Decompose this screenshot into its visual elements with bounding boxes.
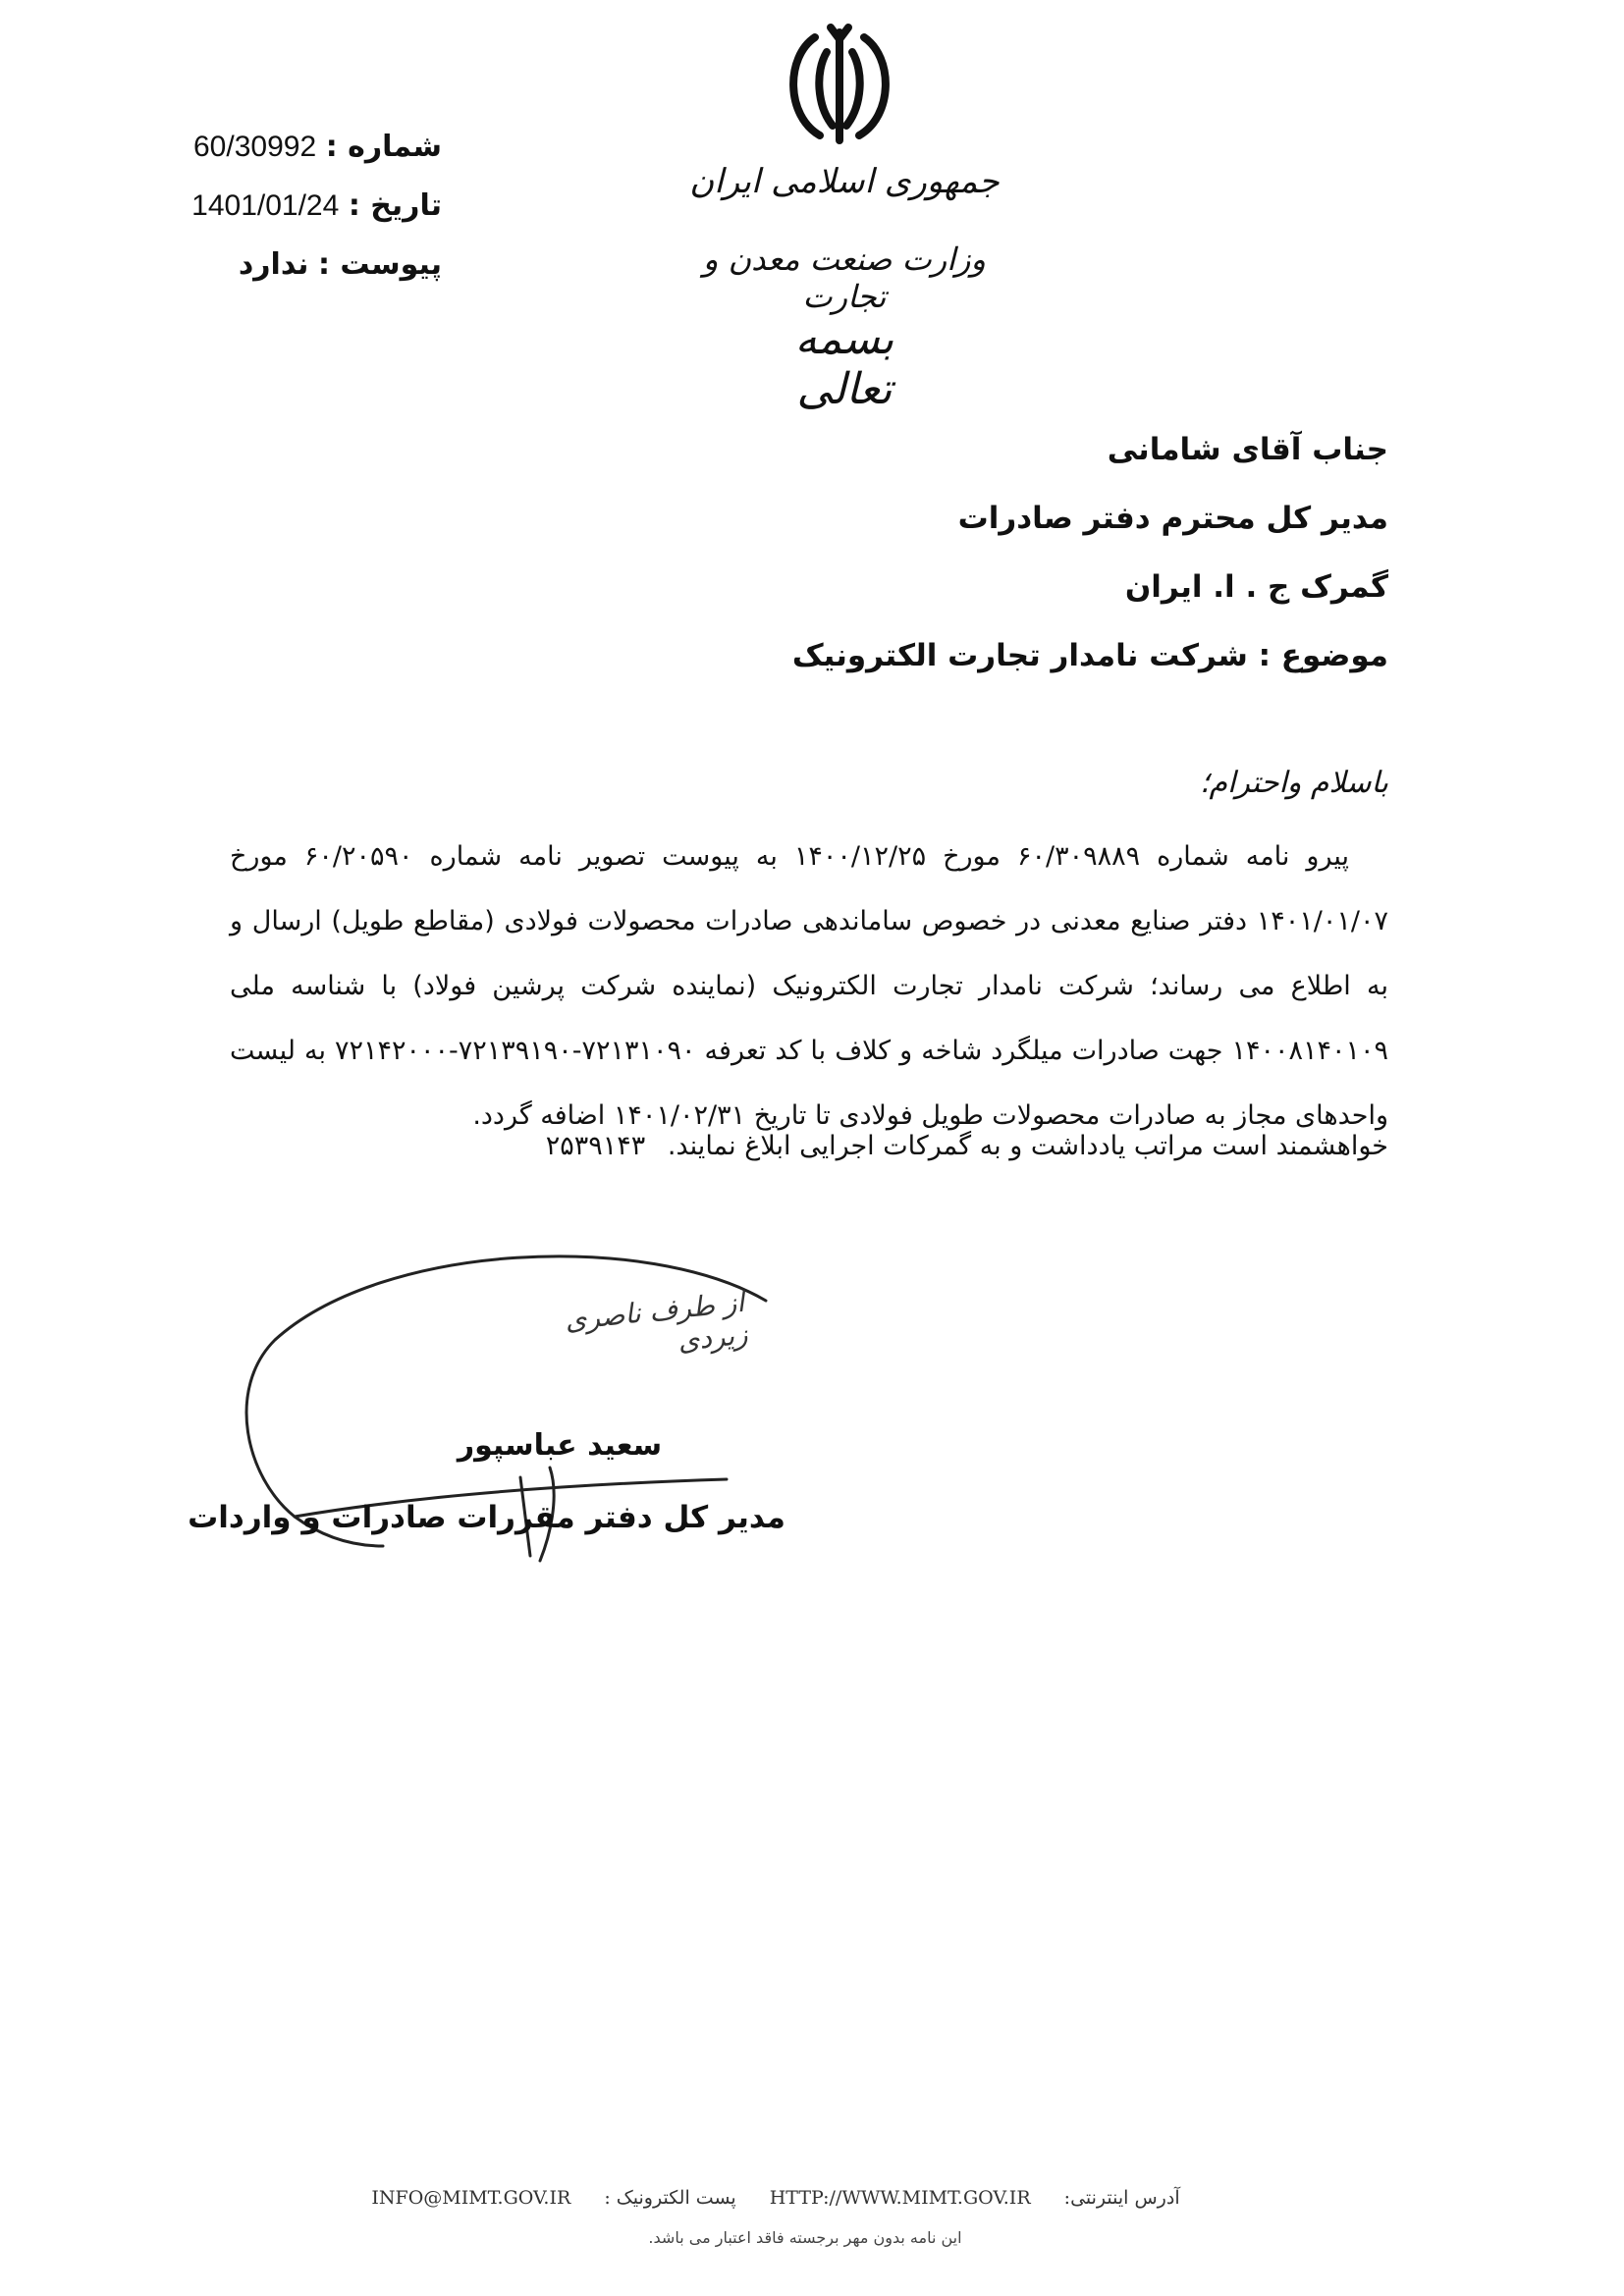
closing-text: خواهشمند است مراتب یادداشت و به گمرکات اجرایی ابلاغ نمایند.	[667, 1131, 1388, 1161]
letter-number	[147, 130, 442, 188]
iran-emblem-icon	[776, 18, 903, 165]
signer-title: مدیر کل دفتر مقررات صادرات و واردات	[188, 1500, 785, 1535]
closing-line	[230, 1131, 1388, 1161]
letter-meta	[147, 130, 442, 306]
letter-number-value: 60/30992	[193, 131, 317, 163]
letter-attachment-label: پیوست :	[317, 247, 442, 282]
letter-attachment-value: ندارد	[238, 247, 309, 282]
letter-date	[147, 188, 442, 247]
republic-caption: جمهوری اسلامی ایران	[689, 162, 1000, 201]
recipient-block	[505, 432, 1388, 707]
letter-date-label: تاریخ :	[348, 188, 442, 223]
reference-number: ۲۵۳۹۱۴۳	[545, 1131, 646, 1161]
footer-web-value: HTTP://WWW.MIMT.GOV.IR	[769, 2187, 1031, 2209]
footer-contact	[334, 2187, 1218, 2209]
letter-attachment	[147, 247, 442, 306]
ministry-caption: وزارت صنعت معدن و تجارت	[703, 240, 986, 315]
recipient-position: مدیر کل محترم دفتر صادرات	[957, 501, 1388, 536]
recipient-organization: گمرک ج . ا. ایران	[1124, 569, 1388, 605]
footer-email-value: INFO@MIMT.GOV.IR	[371, 2187, 571, 2209]
greeting: باسلام واحترام؛	[1199, 766, 1388, 800]
letter-subject: موضوع : شرکت نامدار تجارت الکترونیک	[791, 638, 1388, 673]
footer-notice: این نامه بدون مهر برجسته فاقد اعتبار می باشد.	[648, 2228, 962, 2247]
letter-date-value: 1401/01/24	[191, 189, 340, 222]
footer-web-label: آدرس اینترنتی:	[1063, 2187, 1180, 2209]
signature-note: از طرف ناصری زیردی	[563, 1285, 749, 1358]
letter-number-label: شماره :	[325, 130, 442, 164]
signer-name: سعید عباسپور	[457, 1428, 663, 1463]
recipient-name: جناب آقای شامانی	[1107, 432, 1388, 467]
bismillah-heading: بسمه تعالی	[794, 314, 894, 414]
footer-email-label: پست الکترونیک :	[604, 2187, 736, 2209]
body-paragraph: پیرو نامه شماره ۶۰/۳۰۹۸۸۹ مورخ ۱۴۰۰/۱۲/۲۵ به پیوست تصویر نامه شماره ۶۰/۲۰۵۹۰ مورخ ۱۴۰۱/۰۱/۰۷ دفتر صنایع معدنی در خصوص ساماندهی صادرات محصولات فولادی (مقاطع طویل) ارسال و به اطلاع می رساند؛ شرکت نامدار تجارت الکترونیک (نماینده شرکت پرشین فولاد) با شناسه ملی ۱۴۰۰۸۱۴۰۱۰۹ جهت صادرات میلگرد شاخه و کلاف با کد تعرفه ۷۲۱۳۱۰۹۰-۷۲۱۳۹۱۹۰-۷۲۱۴۲۰۰۰ به لیست واحدهای مجاز به صادرات محصولات طویل فولادی تا تاریخ ۱۴۰۱/۰۲/۳۱ اضافه گردد.	[230, 841, 1388, 1131]
